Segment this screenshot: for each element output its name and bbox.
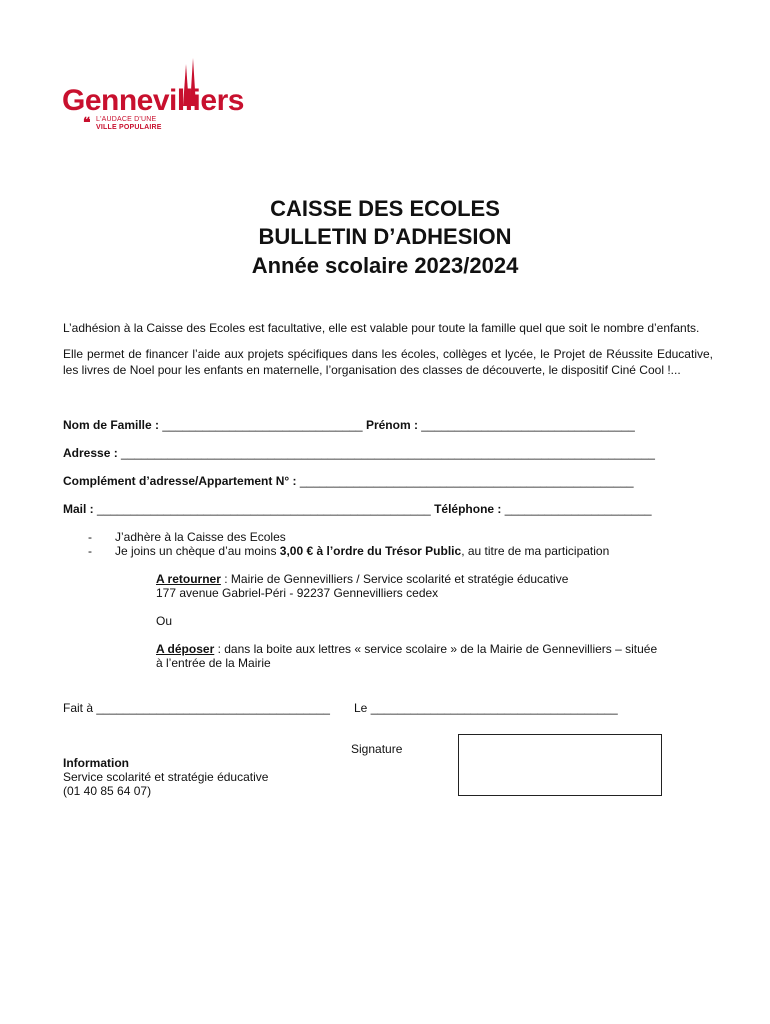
intro-paragraph-1: L’adhésion à la Caisse des Ecoles est facultative, elle est valable pour toute la famille quel que soit le nombre d’enfants. — [63, 321, 700, 335]
le-row — [354, 701, 618, 715]
nom-field-row — [63, 418, 635, 432]
le-label: Le — [354, 701, 368, 715]
nom-input-line[interactable]: ______________________________ — [162, 418, 363, 432]
fait-label: Fait à — [63, 701, 94, 715]
le-input-line[interactable]: _____________________________________ — [370, 701, 618, 715]
info-title: Information — [63, 756, 129, 770]
tel-input-line[interactable]: ______________________ — [504, 502, 652, 516]
signature-box[interactable] — [458, 734, 662, 796]
fait-a-row — [63, 701, 330, 715]
logo-tagline-1: L'AUDACE D'UNE — [96, 116, 157, 123]
intro-paragraph-2: Elle permet de financer l’aide aux projets spécifiques dans les écoles, collèges et lycée, le Projet de Réussite Educative, les livres de Noel pour les enfants en maternelle, l’organisation des classes de découverte, le dispositif Ciné Cool !... — [63, 347, 713, 377]
retour-address: 177 avenue Gabriel-Péri - 92237 Gennevilliers cedex — [156, 586, 439, 600]
bullet-dash-2: - — [88, 544, 92, 558]
retour-label: A retourner — [156, 572, 221, 586]
logo-wordmark: Gennevilliers — [62, 84, 244, 117]
prenom-input-line[interactable]: ________________________________ — [421, 418, 635, 432]
nom-label: Nom de Famille : — [63, 418, 160, 432]
bullet-dash-1: - — [88, 530, 92, 544]
logo-tagline-2: VILLE POPULAIRE — [96, 124, 162, 131]
complement-label: Complément d’adresse/Appartement N° : — [63, 474, 297, 488]
depot-line-2: à l’entrée de la Mairie — [156, 656, 271, 670]
title-line-1: CAISSE DES ECOLES — [270, 196, 500, 221]
cheque-text-post: , au titre de ma participation — [461, 544, 610, 558]
mail-input-line[interactable]: __________________________________________________ — [97, 502, 431, 516]
bullet-adhesion: J’adhère à la Caisse des Ecoles — [115, 530, 286, 544]
fait-input-line[interactable]: ___________________________________ — [96, 701, 330, 715]
adresse-field-row — [63, 446, 655, 460]
cheque-amount: 3,00 € à l’ordre du Trésor Public — [279, 544, 462, 558]
complement-input-line[interactable]: __________________________________________________ — [299, 474, 634, 488]
title-line-2: BULLETIN D’ADHESION — [258, 224, 512, 249]
gennevilliers-logo — [62, 58, 252, 136]
logo-quote-icon: ❝ — [83, 114, 91, 130]
info-service: Service scolarité et stratégie éducative — [63, 770, 269, 784]
ou-text: Ou — [156, 614, 173, 628]
complement-field-row — [63, 474, 634, 488]
tel-label: Téléphone : — [434, 502, 502, 516]
mail-label: Mail : — [63, 502, 94, 516]
prenom-label: Prénom : — [365, 418, 418, 432]
depot-block — [156, 642, 716, 670]
retour-text: : Mairie de Gennevilliers / Service scolarité et stratégie éducative — [220, 572, 569, 586]
cheque-text-pre: Je joins un chèque d’au moins — [115, 544, 280, 558]
bullet-cheque — [115, 544, 609, 558]
title-line-3: Année scolaire 2023/2024 — [251, 253, 519, 278]
info-phone: (01 40 85 64 07) — [63, 784, 152, 798]
adresse-label: Adresse : — [63, 446, 118, 460]
signature-label: Signature — [351, 742, 403, 756]
depot-text: : dans la boite aux lettres « service scolaire » de la Mairie de Gennevilliers – située — [214, 642, 658, 656]
retour-block — [156, 572, 716, 600]
depot-label: A déposer — [156, 642, 215, 656]
adresse-input-line[interactable]: ________________________________________________________________________________ — [121, 446, 655, 460]
mail-field-row — [63, 502, 652, 516]
